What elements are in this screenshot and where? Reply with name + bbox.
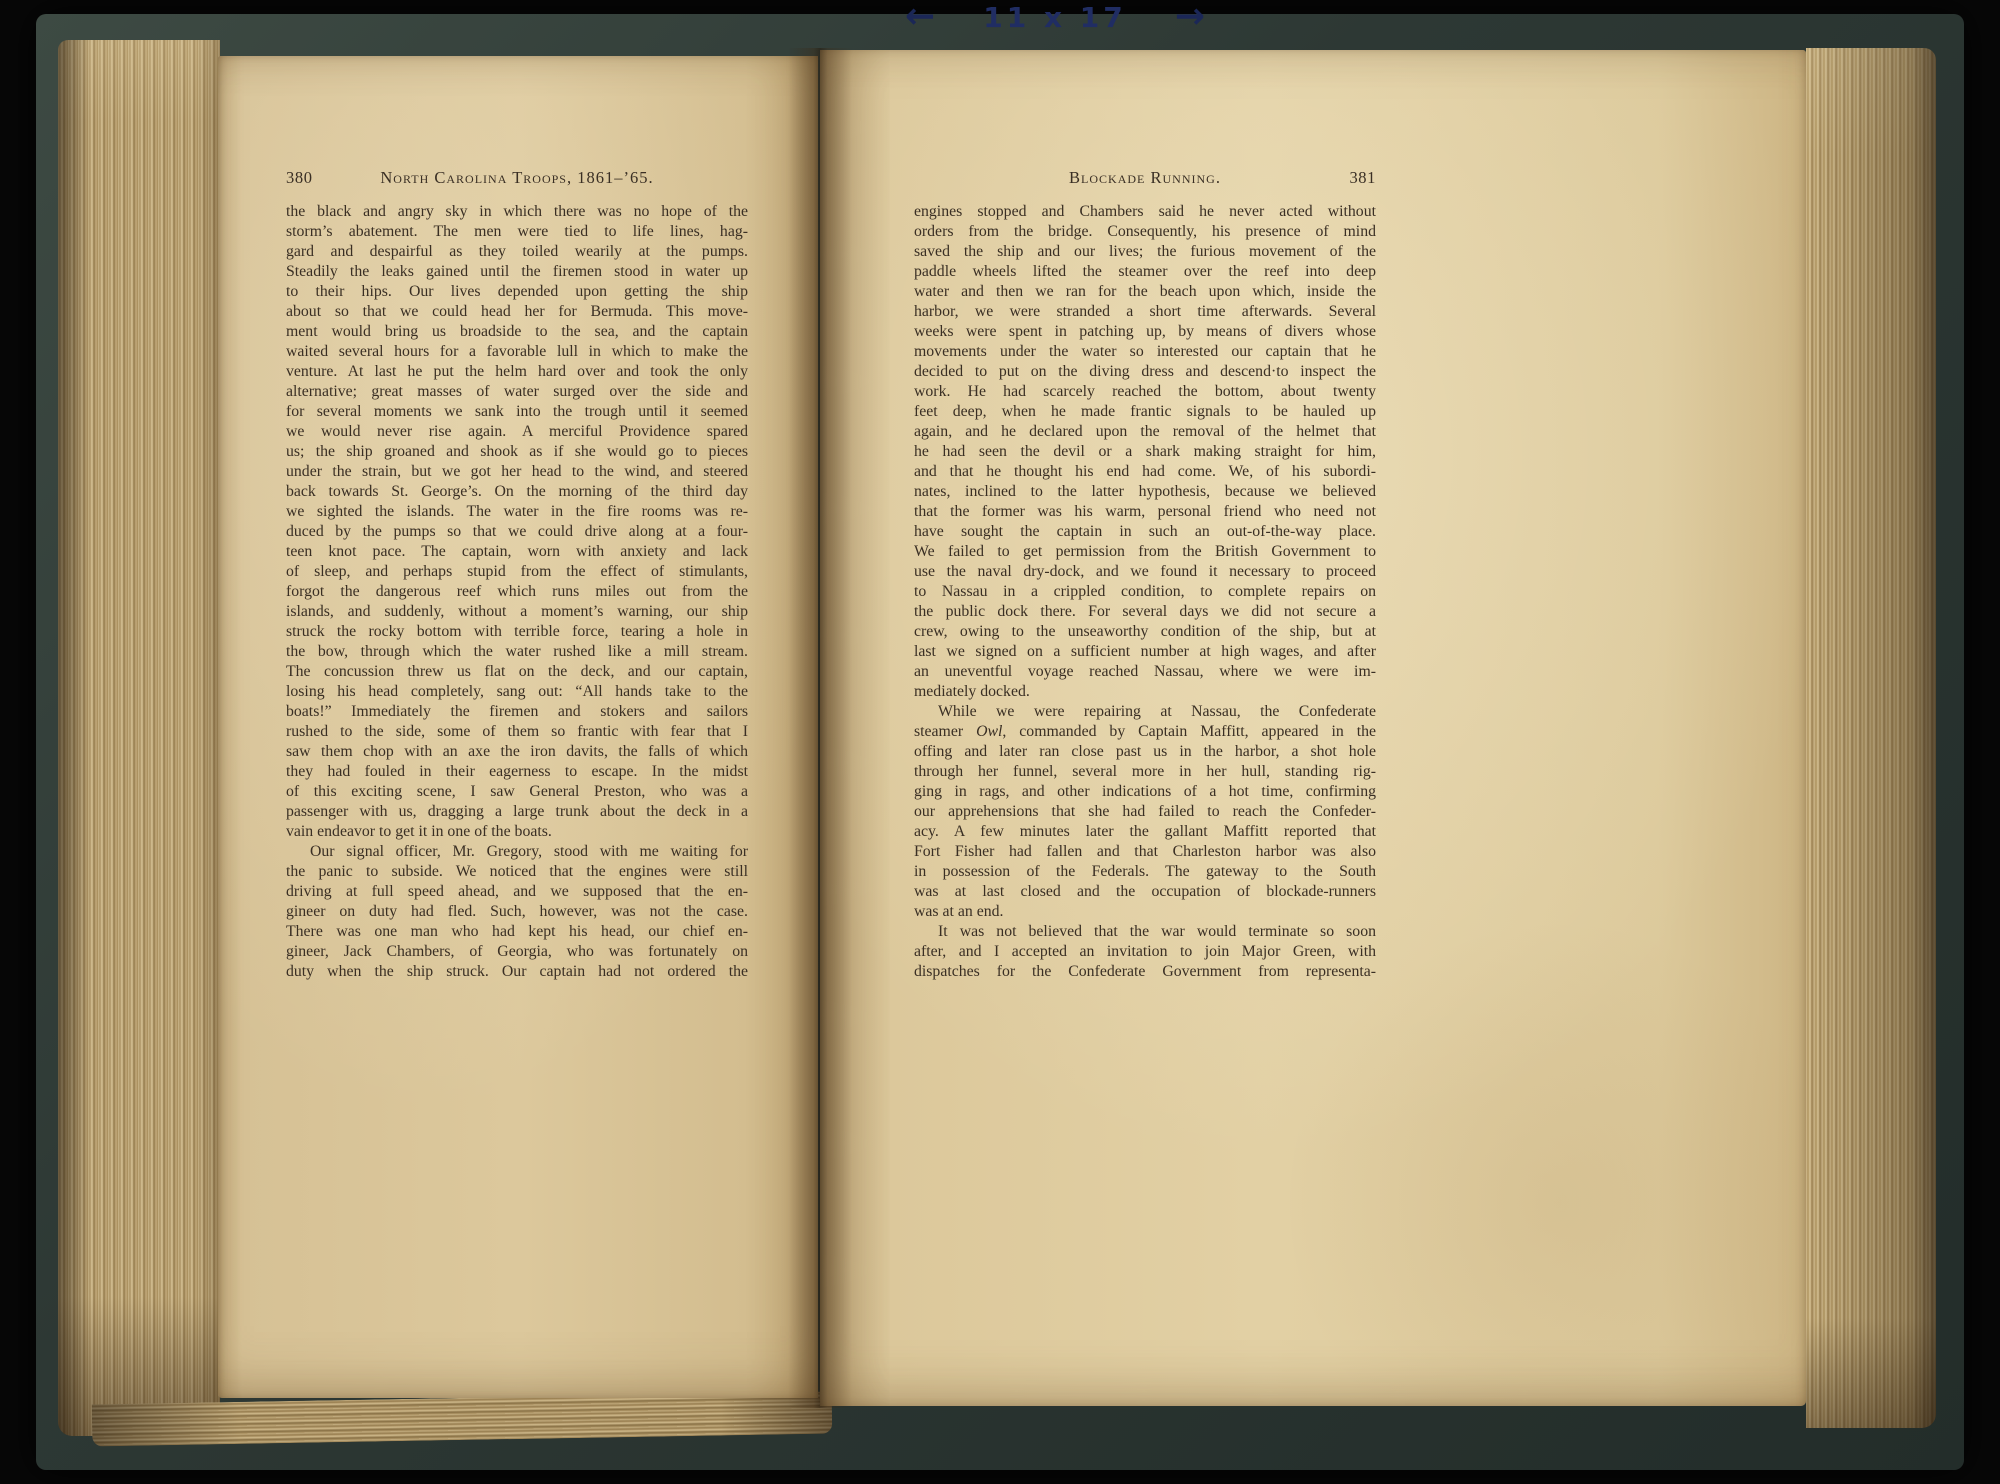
text-line: storm’s abatement. The men were tied to life lines, hag- <box>286 223 748 240</box>
right-page <box>820 50 1806 1406</box>
page-edges-left <box>58 40 220 1436</box>
text-line: The concussion threw us flat on the deck, and our captain, <box>286 663 748 680</box>
text-line: he had seen the devil or a shark making straight for him, <box>914 443 1376 460</box>
text-line: and that he thought his end had come. We, of his subordi- <box>914 463 1376 480</box>
text-line: was at last closed and the occupation of blockade-runners <box>914 883 1376 900</box>
text-line: nates, inclined to the latter hypothesis, because we believed <box>914 483 1376 500</box>
text-line: losing his head completely, sang out: “All hands take to the <box>286 683 748 700</box>
right-page-text <box>914 202 1376 982</box>
text-line: teen knot pace. The captain, worn with anxiety and lack <box>286 543 748 560</box>
text-line: the bow, through which the water rushed like a mill stream. <box>286 643 748 660</box>
text-line: was at an end. <box>914 903 1004 920</box>
text-line: an uneventful voyage reached Nassau, where we were im- <box>914 663 1376 680</box>
text-line: about so that we could head her for Bermuda. This move- <box>286 303 748 320</box>
text-line: our apprehensions that she had failed to reach the Confeder- <box>914 803 1376 820</box>
text-line: saw them chop with an axe the iron davits, the falls of which <box>286 743 748 760</box>
right-page-header <box>914 168 1376 190</box>
text-line: duty when the ship struck. Our captain had not ordered the <box>286 963 748 980</box>
text-line: waited several hours for a favorable lull in which to make the <box>286 343 748 360</box>
text-line: water and then we ran for the beach upon which, inside the <box>914 283 1376 300</box>
text-line: again, and he declared upon the removal of the helmet that <box>914 423 1376 440</box>
text-line: driving at full speed ahead, and we supposed that the en- <box>286 883 748 900</box>
text-line: dispatches for the Confederate Government from representa- <box>914 963 1376 980</box>
text-line: ging in rags, and other indications of a hot time, confirming <box>914 783 1376 800</box>
right-running-title: Blockade Running. <box>1069 168 1221 187</box>
scan-size-overlay <box>905 0 1205 37</box>
text-line: struck the rocky bottom with terrible force, tearing a hole in <box>286 623 748 640</box>
left-page-number: 380 <box>286 168 313 187</box>
text-line: in possession of the Federals. The gateway to the South <box>914 863 1376 880</box>
right-page-number: 381 <box>1349 168 1376 187</box>
text-line: to Nassau in a crippled condition, to complete repairs on <box>914 583 1376 600</box>
text-line: saved the ship and our lives; the furious movement of the <box>914 243 1376 260</box>
text-line: forgot the dangerous reef which runs miles out from the <box>286 583 748 600</box>
text-line: us; the ship groaned and shook as if she would go to pieces <box>286 443 748 460</box>
text-line: they had fouled in their eagerness to escape. In the midst <box>286 763 748 780</box>
text-line: alternative; great masses of water surged over the side and <box>286 383 748 400</box>
scan-size-label: 11 x 17 <box>983 0 1127 34</box>
text-line: duced by the pumps so that we could drive along at a four- <box>286 523 748 540</box>
text-line: that the former was his warm, personal friend who need not <box>914 503 1376 520</box>
text-line: engines stopped and Chambers said he never acted without <box>914 203 1376 220</box>
text-line: we would never rise again. A merciful Providence spared <box>286 423 748 440</box>
text-line: the public dock there. For several days we did not secure a <box>914 603 1376 620</box>
text-line: offing and later ran close past us in the harbor, a shot hole <box>914 743 1376 760</box>
text-line: boats!” Immediately the firemen and stokers and sailors <box>286 703 748 720</box>
text-line: gard and despairful as they toiled wearily at the pumps. <box>286 243 748 260</box>
text-line: islands, and suddenly, without a moment’s warning, our ship <box>286 603 748 620</box>
text-line: mediately docked. <box>914 683 1030 700</box>
text-line: passenger with us, dragging a large trunk about the deck in a <box>286 803 748 820</box>
text-line: gineer, Jack Chambers, of Georgia, who was fortunately on <box>286 943 748 960</box>
text-line: the panic to subside. We noticed that the engines were still <box>286 863 748 880</box>
scan-left-arrow-icon: ← <box>905 0 936 37</box>
text-line: of this exciting scene, I saw General Preston, who was a <box>286 783 748 800</box>
text-line: crew, owing to the unseaworthy condition of the ship, but at <box>914 623 1376 640</box>
text-line: harbor, we were stranded a short time afterwards. Several <box>914 303 1376 320</box>
text-line: decided to put on the diving dress and descend·to inspect the <box>914 363 1376 380</box>
left-page-text <box>286 202 748 982</box>
text-line: use the naval dry-dock, and we found it necessary to proceed <box>914 563 1376 580</box>
text-line: Our signal officer, Mr. Gregory, stood with me waiting for <box>310 843 748 860</box>
text-line: It was not believed that the war would terminate so soon <box>938 923 1376 940</box>
text-line: last we signed on a sufficient number at high wages, and after <box>914 643 1376 660</box>
text-line: the black and angry sky in which there was no hope of the <box>286 203 748 220</box>
text-line: steamer Owl, commanded by Captain Maffitt, appeared in the <box>914 723 1376 740</box>
left-running-title: North Carolina Troops, 1861–’65. <box>380 168 654 187</box>
text-line: We failed to get permission from the British Government to <box>914 543 1376 560</box>
text-line: vain endeavor to get it in one of the boats. <box>286 823 552 840</box>
text-line: movements under the water so interested our captain that he <box>914 343 1376 360</box>
text-line: for several moments we sank into the trough until it seemed <box>286 403 748 420</box>
scan-right-arrow-icon: → <box>1174 0 1205 37</box>
text-line: have sought the captain in such an out-of-the-way place. <box>914 523 1376 540</box>
text-line: we sighted the islands. The water in the fire rooms was re- <box>286 503 748 520</box>
page-edges-right <box>1806 48 1936 1428</box>
text-line: acy. A few minutes later the gallant Maffitt reported that <box>914 823 1376 840</box>
text-line: Steadily the leaks gained until the firemen stood in water up <box>286 263 748 280</box>
text-line: orders from the bridge. Consequently, his presence of mind <box>914 223 1376 240</box>
text-line: Fort Fisher had fallen and that Charleston harbor was also <box>914 843 1376 860</box>
text-line: work. He had scarcely reached the bottom, about twenty <box>914 383 1376 400</box>
text-line: back towards St. George’s. On the morning of the third day <box>286 483 748 500</box>
left-page-header <box>286 168 748 190</box>
text-line: to their hips. Our lives depended upon getting the ship <box>286 283 748 300</box>
text-line: gineer on duty had fled. Such, however, was not the case. <box>286 903 748 920</box>
text-line: venture. At last he put the helm hard over and took the only <box>286 363 748 380</box>
text-line: paddle wheels lifted the steamer over the reef into deep <box>914 263 1376 280</box>
text-line: weeks were spent in patching up, by means of divers whose <box>914 323 1376 340</box>
left-page <box>218 56 818 1398</box>
text-line: of sleep, and perhaps stupid from the effect of stimulants, <box>286 563 748 580</box>
text-line: ment would bring us broadside to the sea, and the captain <box>286 323 748 340</box>
text-line: While we were repairing at Nassau, the Confederate <box>938 703 1376 720</box>
text-line: There was one man who had kept his head, our chief en- <box>286 923 748 940</box>
text-line: rushed to the side, some of them so frantic with fear that I <box>286 723 748 740</box>
text-line: under the strain, but we got her head to the wind, and steered <box>286 463 748 480</box>
text-line: through her funnel, several more in her hull, standing rig- <box>914 763 1376 780</box>
text-line: feet deep, when he made frantic signals to be hauled up <box>914 403 1376 420</box>
text-line: after, and I accepted an invitation to join Major Green, with <box>914 943 1376 960</box>
